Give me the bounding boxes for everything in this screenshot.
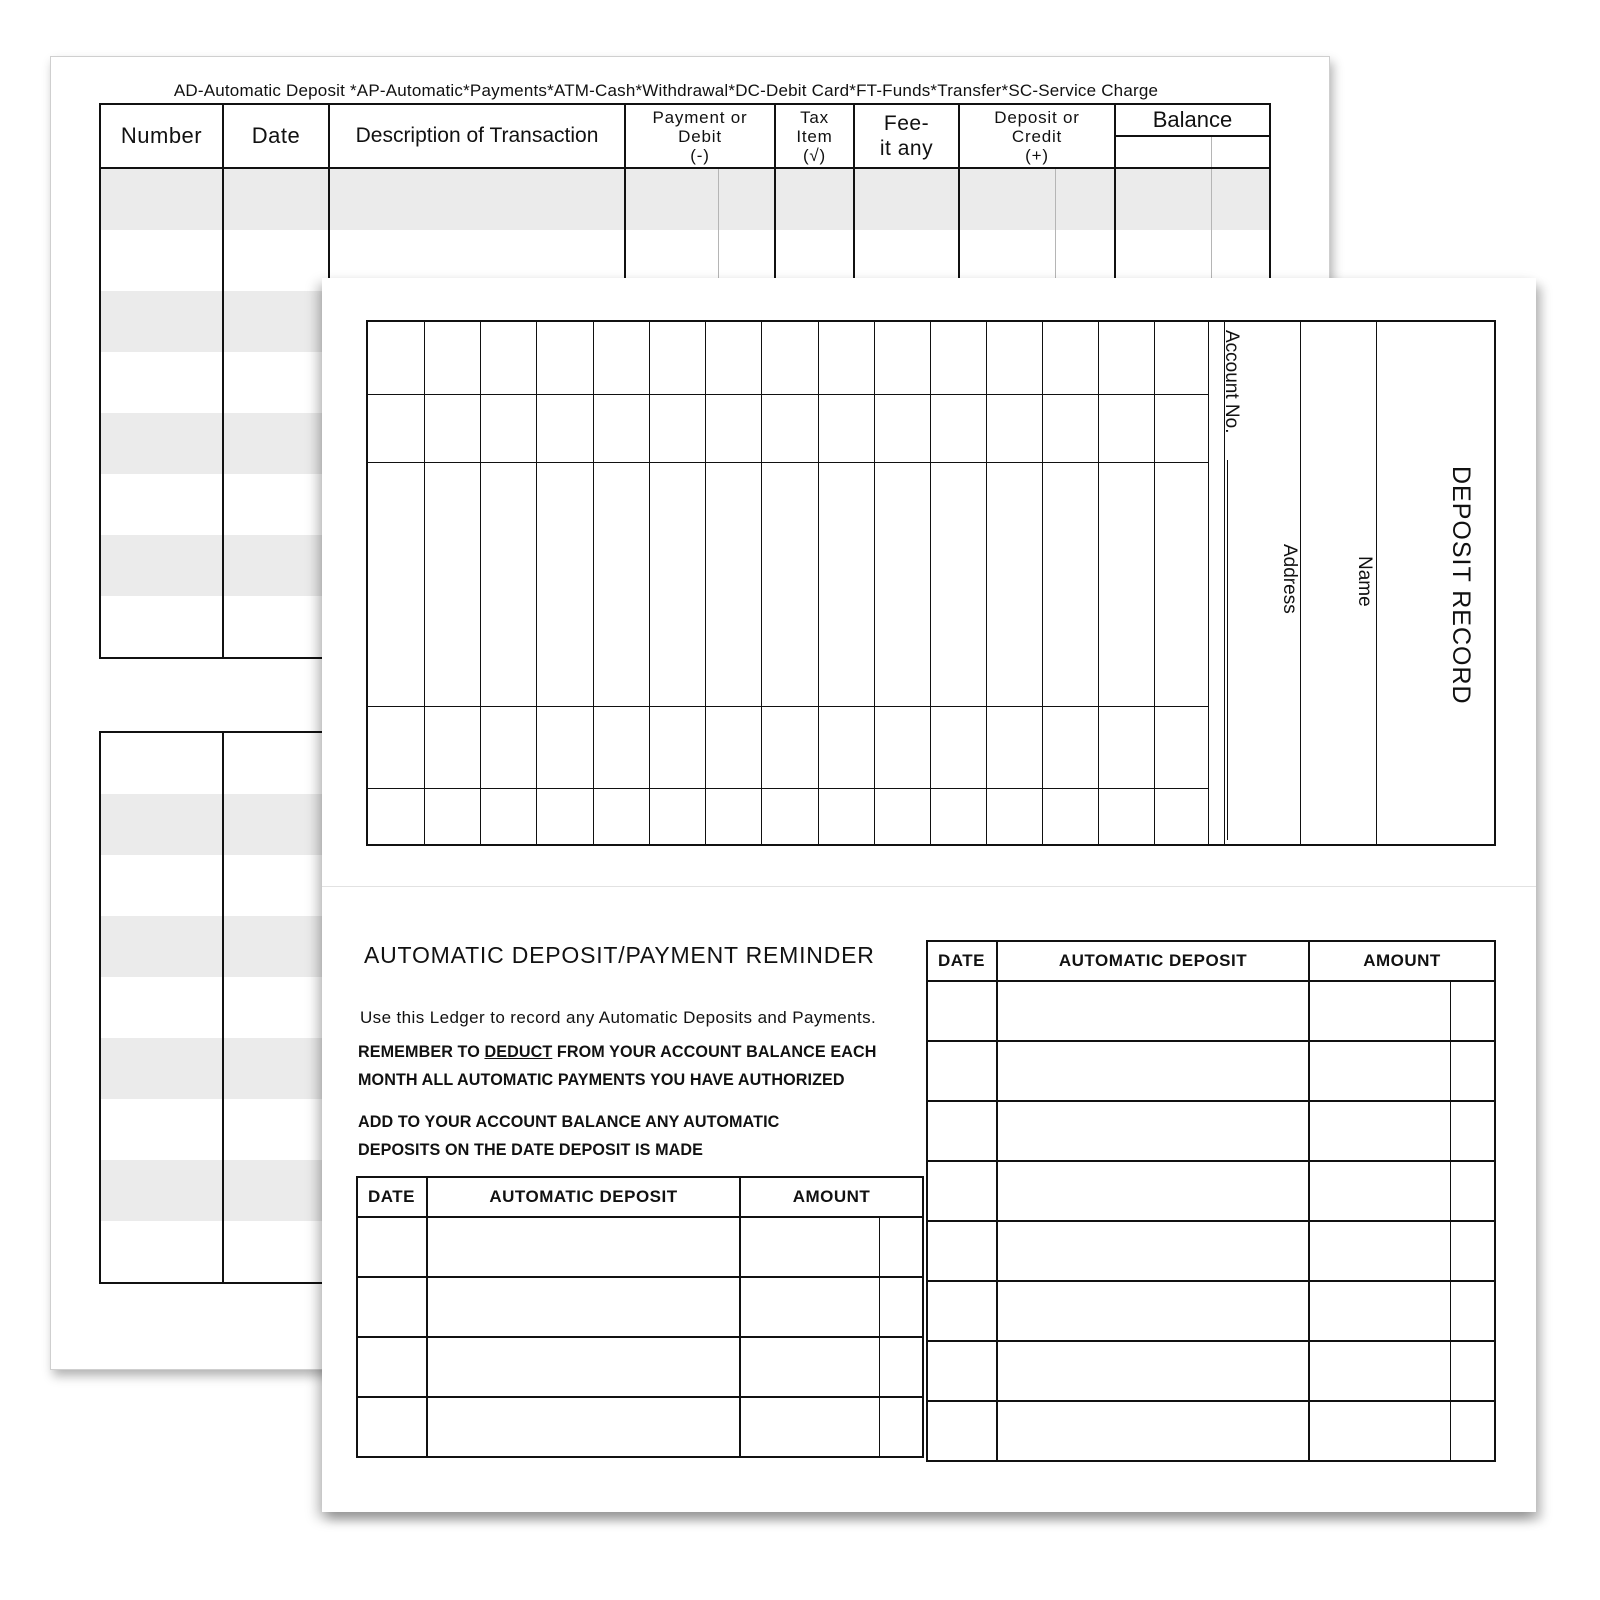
deposit-record-sheet bbox=[322, 278, 1536, 1512]
reminder-title: AUTOMATIC DEPOSIT/PAYMENT REMINDER bbox=[364, 942, 875, 968]
deduct-note: REMEMBER TO DEDUCT FROM YOUR ACCOUNT BALANCE EACH MONTH ALL AUTOMATIC PAYMENTS YOU HAVE AUTHORIZED bbox=[358, 1042, 877, 1089]
account-number-line[interactable] bbox=[1227, 460, 1228, 840]
auto-deposit-row bbox=[357, 1217, 923, 1277]
deposit-record-title: DEPOSIT RECORD bbox=[1447, 466, 1475, 705]
auto-deposit-row bbox=[357, 1397, 923, 1457]
transaction-code-legend: AD-Automatic Deposit *AP-Automatic*Payments*ATM-Cash*Withdrawal*DC-Debit Card*FT-Funds*Transfer*SC-Service Charge bbox=[173, 81, 1159, 100]
auto-deposit-header: AUTOMATIC DEPOSIT bbox=[427, 1177, 740, 1217]
address-label: Address bbox=[1279, 544, 1300, 614]
header-deposit-credit: Deposit or Credit (+) bbox=[959, 104, 1115, 168]
auto-deposit-table-right bbox=[926, 940, 1496, 1462]
auto-deposit-row bbox=[357, 1277, 923, 1337]
header-date: Date bbox=[223, 104, 329, 168]
deposit-record-grid bbox=[366, 320, 1496, 846]
date-header: DATE bbox=[357, 1177, 427, 1217]
header-balance: Balance bbox=[1115, 104, 1270, 168]
auto-deposit-row bbox=[927, 1341, 1495, 1401]
auto-deposit-row bbox=[927, 1161, 1495, 1221]
fold-line bbox=[322, 886, 1536, 887]
date-header: DATE bbox=[927, 941, 997, 981]
auto-deposit-row bbox=[927, 1221, 1495, 1281]
auto-deposit-row bbox=[927, 1041, 1495, 1101]
auto-deposit-row bbox=[927, 1281, 1495, 1341]
amount-header: AMOUNT bbox=[1309, 941, 1495, 981]
auto-deposit-row bbox=[927, 1401, 1495, 1461]
amount-header: AMOUNT bbox=[740, 1177, 923, 1217]
add-deposit-note: ADD TO YOUR ACCOUNT BALANCE ANY AUTOMATIC DEPOSITS ON THE DATE DEPOSIT IS MADE bbox=[358, 1112, 780, 1159]
auto-deposit-table-left bbox=[356, 1176, 924, 1458]
auto-deposit-row bbox=[927, 1101, 1495, 1161]
header-payment-debit: Payment or Debit (-) bbox=[625, 104, 775, 168]
auto-deposit-row bbox=[357, 1337, 923, 1397]
header-number: Number bbox=[100, 104, 223, 168]
header-fee: Fee- it any bbox=[854, 104, 959, 168]
header-tax-item: Tax Item (√) bbox=[775, 104, 854, 168]
auto-deposit-row bbox=[927, 981, 1495, 1041]
header-description: Description of Transaction bbox=[329, 104, 625, 168]
account-number-label: Account No. bbox=[1221, 330, 1242, 434]
reminder-subtitle: Use this Ledger to record any Automatic Deposits and Payments. bbox=[360, 1008, 877, 1027]
name-label: Name bbox=[1354, 556, 1375, 607]
auto-deposit-header: AUTOMATIC DEPOSIT bbox=[997, 941, 1309, 981]
register-row bbox=[100, 168, 1270, 230]
